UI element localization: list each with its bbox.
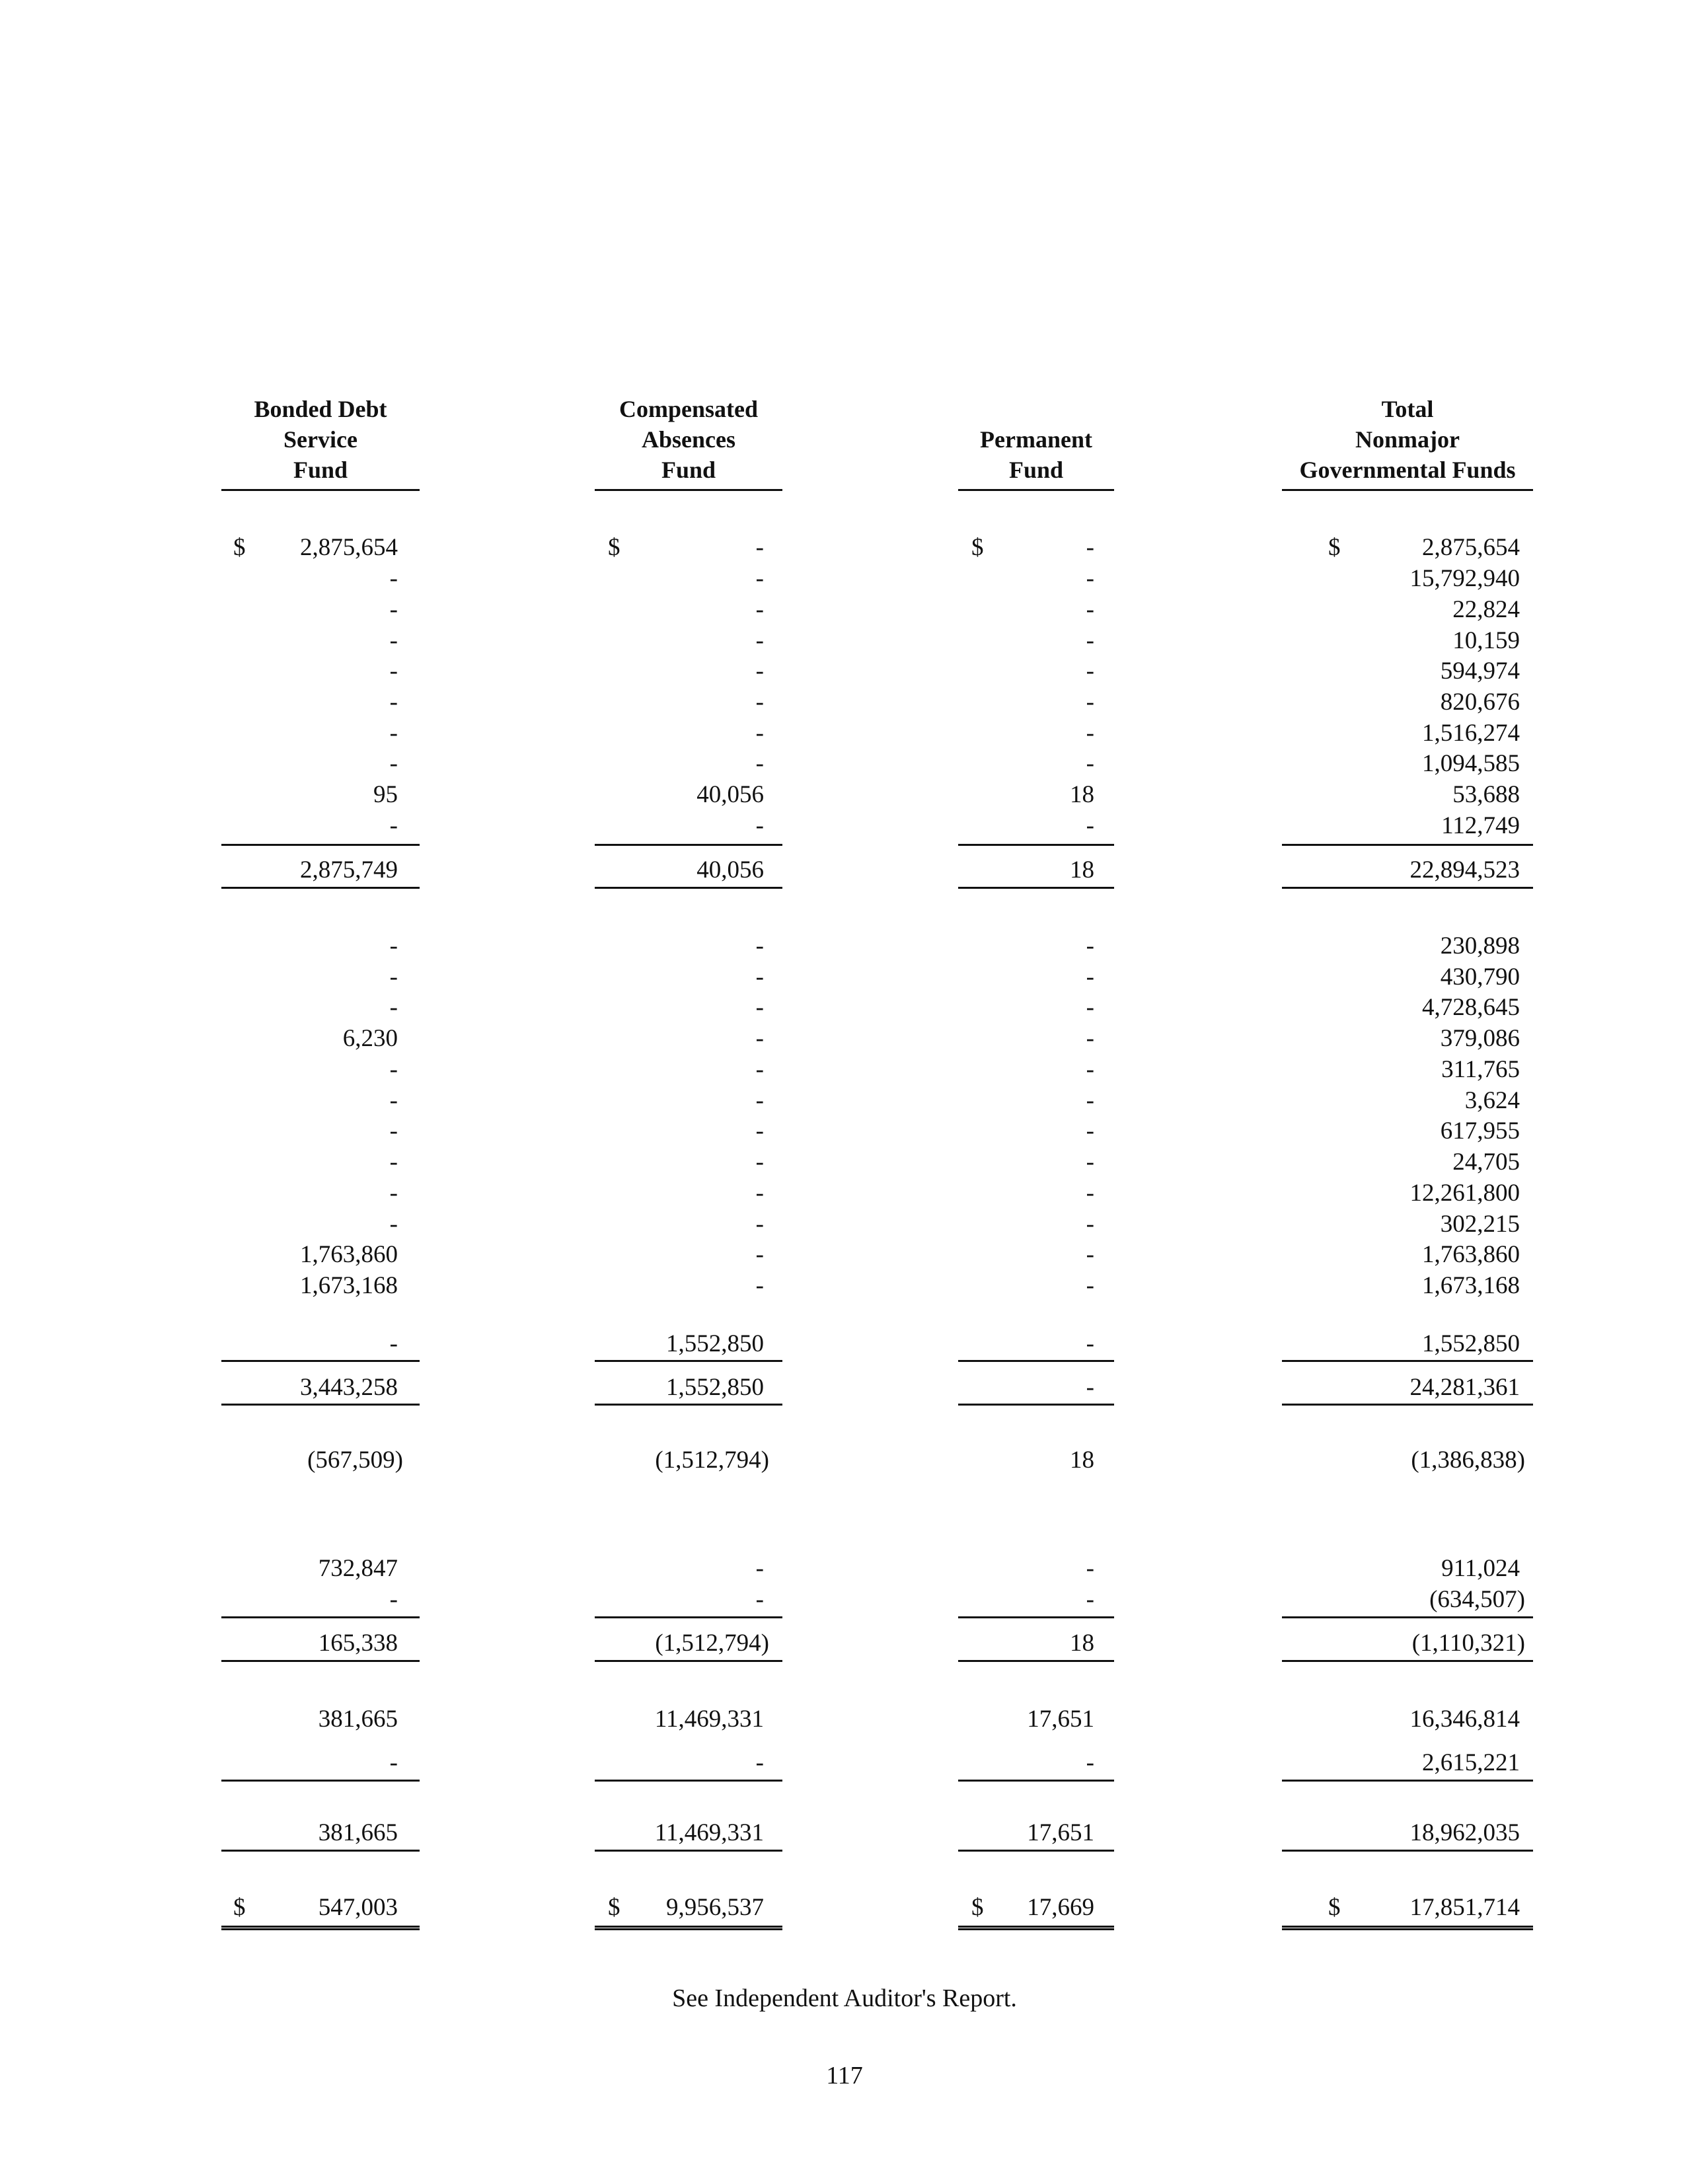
header-line: Nonmajor <box>1355 426 1460 453</box>
subtotal-rule <box>595 1660 782 1662</box>
table-cell: - <box>1086 534 1094 561</box>
table-cell: - <box>1086 1211 1094 1238</box>
subtotal-rule <box>595 1850 782 1852</box>
subtotal-rule <box>958 1616 1114 1618</box>
table-cell: 230,898 <box>1440 932 1520 960</box>
subtotal-rule <box>221 887 420 889</box>
subtotal-rule <box>595 1616 782 1618</box>
table-cell: (1,512,794) <box>655 1447 769 1474</box>
table-cell: 311,765 <box>1441 1056 1520 1083</box>
table-cell: 547,003 <box>318 1894 398 1921</box>
table-cell: - <box>1086 1180 1094 1207</box>
table-cell: - <box>755 932 764 960</box>
total-double-rule <box>958 1926 1114 1930</box>
column-header-compensated-absences <box>595 394 782 485</box>
subtotal-rule <box>958 1780 1114 1782</box>
table-cell: - <box>755 658 764 685</box>
table-cell: - <box>755 534 764 561</box>
subtotal-rule <box>221 1616 420 1618</box>
table-cell: - <box>389 1148 398 1176</box>
table-cell: 15,792,940 <box>1409 565 1520 592</box>
footer-note: See Independent Auditor's Report. <box>672 1984 1017 2012</box>
table-cell: 10,159 <box>1452 627 1520 654</box>
table-cell: - <box>1086 1148 1094 1176</box>
table-cell: 11,469,331 <box>654 1706 764 1733</box>
currency-symbol: $ <box>1328 1894 1341 1921</box>
table-cell: - <box>755 1211 764 1238</box>
table-cell: - <box>755 1749 764 1776</box>
table-cell: - <box>389 658 398 685</box>
table-cell: (634,507) <box>1429 1586 1525 1613</box>
table-cell: 1,552,850 <box>1422 1330 1520 1357</box>
table-cell: - <box>755 812 764 839</box>
page-number: 117 <box>826 2062 863 2090</box>
subtotal-rule <box>221 1780 420 1782</box>
table-cell: (567,509) <box>307 1447 403 1474</box>
table-cell: - <box>389 1330 398 1357</box>
table-cell: - <box>389 1586 398 1613</box>
table-cell: - <box>755 720 764 747</box>
table-cell: - <box>1086 1586 1094 1613</box>
column-header-bonded-debt <box>221 394 420 485</box>
table-cell: - <box>755 750 764 777</box>
header-line: Compensated <box>619 396 758 422</box>
table-cell: 11,469,331 <box>654 1819 764 1846</box>
currency-symbol: $ <box>971 1894 984 1921</box>
table-cell: 12,261,800 <box>1409 1180 1520 1207</box>
table-cell: - <box>755 1056 764 1083</box>
table-cell: 2,875,749 <box>300 856 398 884</box>
column-header-total-nonmajor <box>1282 394 1533 485</box>
table-cell: 1,673,168 <box>300 1272 398 1299</box>
table-cell: - <box>389 932 398 960</box>
header-line: Service <box>283 426 357 453</box>
table-cell: - <box>755 994 764 1021</box>
header-line: Absences <box>642 426 735 453</box>
subtotal-rule <box>1282 887 1533 889</box>
header-underline <box>595 489 782 491</box>
table-cell: 1,516,274 <box>1422 720 1520 747</box>
header-line: Fund <box>293 457 348 483</box>
table-cell: 1,094,585 <box>1422 750 1520 777</box>
table-cell: - <box>1086 932 1094 960</box>
table-cell: - <box>1086 1025 1094 1052</box>
table-cell: - <box>389 596 398 623</box>
subtotal-rule <box>595 1360 782 1362</box>
table-cell: - <box>1086 750 1094 777</box>
subtotal-rule <box>221 1850 420 1852</box>
table-cell: - <box>389 689 398 716</box>
subtotal-rule <box>595 1780 782 1782</box>
table-cell: - <box>1086 1374 1094 1401</box>
table-cell: 22,824 <box>1452 596 1520 623</box>
table-cell: - <box>389 720 398 747</box>
table-cell: 6,230 <box>342 1025 398 1052</box>
table-cell: - <box>389 812 398 839</box>
currency-symbol: $ <box>971 534 984 561</box>
table-cell: 594,974 <box>1440 658 1520 685</box>
table-cell: 17,669 <box>1027 1894 1094 1921</box>
total-double-rule <box>1282 1926 1533 1930</box>
total-double-rule <box>595 1926 782 1930</box>
table-cell: - <box>1086 1087 1094 1114</box>
table-cell: - <box>755 1586 764 1613</box>
table-cell: 17,651 <box>1027 1819 1094 1846</box>
table-cell: - <box>389 1056 398 1083</box>
table-cell: 617,955 <box>1440 1117 1520 1145</box>
table-cell: - <box>755 596 764 623</box>
table-cell: - <box>1086 658 1094 685</box>
table-cell: - <box>389 1180 398 1207</box>
table-cell: 1,552,850 <box>666 1330 764 1357</box>
table-cell: - <box>755 1117 764 1145</box>
table-cell: - <box>755 627 764 654</box>
table-cell: - <box>1086 565 1094 592</box>
table-cell: (1,110,321) <box>1411 1630 1525 1657</box>
table-cell: 2,875,654 <box>1422 534 1520 561</box>
table-cell: - <box>755 963 764 991</box>
table-cell: 24,281,361 <box>1409 1374 1520 1401</box>
table-cell: 9,956,537 <box>666 1894 764 1921</box>
subtotal-rule <box>595 1404 782 1406</box>
table-cell: - <box>755 1241 764 1268</box>
table-cell: 24,705 <box>1452 1148 1520 1176</box>
table-cell: 381,665 <box>318 1706 398 1733</box>
subtotal-rule <box>958 1360 1114 1362</box>
subtotal-rule <box>221 1404 420 1406</box>
subtotal-rule <box>1282 1850 1533 1852</box>
table-cell: 1,763,860 <box>1422 1241 1520 1268</box>
table-cell: - <box>755 1025 764 1052</box>
header-line: Permanent <box>980 426 1092 453</box>
table-cell: - <box>1086 627 1094 654</box>
table-cell: - <box>755 1272 764 1299</box>
subtotal-rule <box>221 1660 420 1662</box>
currency-symbol: $ <box>233 534 246 561</box>
table-cell: 732,847 <box>318 1555 398 1582</box>
table-cell: 40,056 <box>696 856 764 884</box>
subtotal-rule <box>958 1404 1114 1406</box>
table-cell: - <box>1086 1117 1094 1145</box>
subtotal-rule <box>1282 1660 1533 1662</box>
currency-symbol: $ <box>233 1894 246 1921</box>
header-underline <box>958 489 1114 491</box>
table-cell: 302,215 <box>1440 1211 1520 1238</box>
table-cell: 165,338 <box>318 1630 398 1657</box>
header-underline <box>1282 489 1533 491</box>
table-cell: 18 <box>1070 1630 1094 1657</box>
currency-symbol: $ <box>608 1894 620 1921</box>
table-cell: - <box>389 1749 398 1776</box>
table-cell: - <box>1086 963 1094 991</box>
table-cell: 1,673,168 <box>1422 1272 1520 1299</box>
table-cell: 95 <box>373 781 398 808</box>
table-cell: - <box>755 1148 764 1176</box>
table-cell: 17,651 <box>1027 1706 1094 1733</box>
subtotal-rule <box>1282 1780 1533 1782</box>
table-cell: - <box>755 1180 764 1207</box>
table-cell: 1,763,860 <box>300 1241 398 1268</box>
table-cell: - <box>1086 720 1094 747</box>
table-cell: - <box>755 565 764 592</box>
table-cell: - <box>1086 1272 1094 1299</box>
table-cell: 379,086 <box>1440 1025 1520 1052</box>
column-header-permanent <box>958 424 1114 485</box>
header-line: Total <box>1381 396 1434 422</box>
table-cell: - <box>1086 1056 1094 1083</box>
header-line: Governmental Funds <box>1299 457 1516 483</box>
subtotal-rule <box>221 844 420 846</box>
table-cell: 17,851,714 <box>1409 1894 1520 1921</box>
currency-symbol: $ <box>1328 534 1341 561</box>
subtotal-rule <box>958 887 1114 889</box>
table-cell: 911,024 <box>1441 1555 1520 1582</box>
table-cell: 18,962,035 <box>1409 1819 1520 1846</box>
subtotal-rule <box>958 1850 1114 1852</box>
table-cell: - <box>389 1117 398 1145</box>
table-cell: (1,386,838) <box>1411 1447 1525 1474</box>
subtotal-rule <box>1282 1360 1533 1362</box>
subtotal-rule <box>595 844 782 846</box>
table-cell: 2,875,654 <box>300 534 398 561</box>
header-underline <box>221 489 420 491</box>
subtotal-rule <box>1282 1404 1533 1406</box>
table-cell: 40,056 <box>696 781 764 808</box>
table-cell: 22,894,523 <box>1409 856 1520 884</box>
table-cell: - <box>1086 1241 1094 1268</box>
table-cell: (1,512,794) <box>655 1630 769 1657</box>
header-line: Bonded Debt <box>254 396 387 422</box>
table-cell: - <box>755 1555 764 1582</box>
table-cell: - <box>1086 1330 1094 1357</box>
table-cell: 430,790 <box>1440 963 1520 991</box>
table-cell: - <box>389 1211 398 1238</box>
table-cell: - <box>1086 994 1094 1021</box>
table-cell: - <box>389 565 398 592</box>
subtotal-rule <box>958 844 1114 846</box>
currency-symbol: $ <box>608 534 620 561</box>
table-cell: 4,728,645 <box>1422 994 1520 1021</box>
table-cell: - <box>389 963 398 991</box>
table-cell: 53,688 <box>1452 781 1520 808</box>
table-cell: 112,749 <box>1441 812 1520 839</box>
table-cell: - <box>755 1087 764 1114</box>
table-cell: - <box>1086 1749 1094 1776</box>
table-cell: 18 <box>1070 1447 1094 1474</box>
table-cell: - <box>389 627 398 654</box>
table-cell: - <box>1086 812 1094 839</box>
table-cell: 381,665 <box>318 1819 398 1846</box>
table-cell: 16,346,814 <box>1409 1706 1520 1733</box>
table-cell: 18 <box>1070 856 1094 884</box>
table-cell: 820,676 <box>1440 689 1520 716</box>
header-line: Fund <box>1008 457 1064 483</box>
table-cell: 1,552,850 <box>666 1374 764 1401</box>
table-cell: 2,615,221 <box>1422 1749 1520 1776</box>
total-double-rule <box>221 1926 420 1930</box>
subtotal-rule <box>1282 844 1533 846</box>
table-cell: 3,624 <box>1464 1087 1520 1114</box>
subtotal-rule <box>221 1360 420 1362</box>
table-cell: - <box>1086 596 1094 623</box>
table-cell: - <box>1086 689 1094 716</box>
table-cell: 18 <box>1070 781 1094 808</box>
table-cell: - <box>1086 1555 1094 1582</box>
table-cell: - <box>389 994 398 1021</box>
table-cell: - <box>389 1087 398 1114</box>
header-line: Fund <box>661 457 716 483</box>
subtotal-rule <box>595 887 782 889</box>
table-cell: - <box>755 689 764 716</box>
subtotal-rule <box>1282 1616 1533 1618</box>
table-cell: 3,443,258 <box>300 1374 398 1401</box>
subtotal-rule <box>958 1660 1114 1662</box>
table-cell: - <box>389 750 398 777</box>
